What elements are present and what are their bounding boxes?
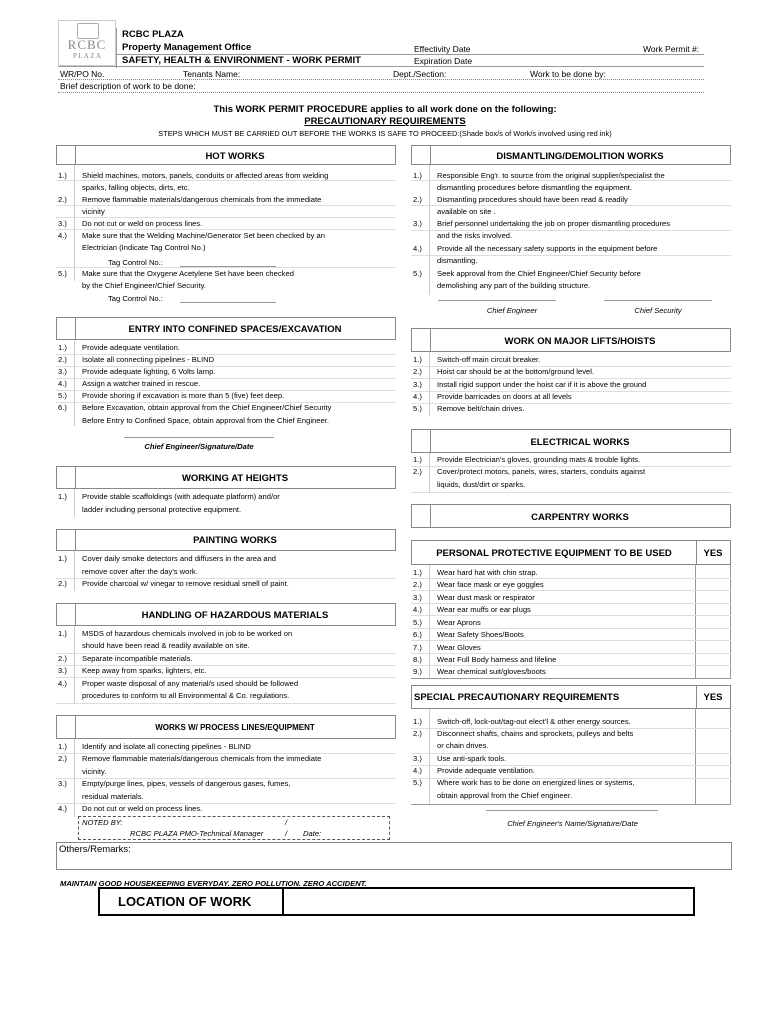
confined-signature-label: Chief Engineer/Signature/Date [144,442,254,451]
item-number: 5.) [413,778,422,787]
item-number: 1.) [413,171,422,180]
item-text: MSDS of hazardous chemicals involved in job to be worked on [82,629,293,638]
brief-description-label: Brief description of work to be done: [60,81,196,91]
item-text: Disconnect shafts, chains and sprockets, pulleys and belts [437,729,634,738]
work-permit-number-label: Work Permit #: [643,44,700,54]
wrpo-field-label: WR/PO No. [60,69,105,79]
item-number: 5.) [413,618,422,627]
item-number: 1.) [413,355,422,364]
item-text: Before Excavation, obtain approval from the Chief Engineer/Chief Security [82,403,332,412]
heights-header [56,466,396,489]
process-lines-title: WORKS W/ PROCESS LINES/EQUIPMENT [155,723,315,732]
item-number: 1.) [58,492,67,501]
confined-spaces-header [56,317,396,340]
item-text: Proper waste disposal of any material/s used should be followed [82,679,299,688]
item-number: 1.) [413,717,422,726]
electrical-checkbox[interactable] [412,430,431,452]
ppe-header [411,540,731,565]
carpentry-title: CARPENTRY WORKS [531,512,629,523]
item-number: 3.) [413,593,422,602]
item-number: 2.) [58,579,67,588]
item-text: should have been read & readily available on site. [82,641,250,650]
item-text: obtain approval from the Chief engineer. [437,791,573,800]
hazardous-header [56,603,396,626]
item-number: 1.) [58,629,67,638]
item-text: by the Chief Engineer/Chief Security. [82,281,206,290]
item-number: 1.) [58,554,67,563]
item-text: Isolate all connecting pipelines - BLIND [82,355,215,364]
intro-line: This WORK PERMIT PROCEDURE applies to all work done on the following: [213,104,557,115]
painting-title: PAINTING WORKS [193,535,277,546]
logo-text: RCBC [67,37,107,52]
process-lines-header [56,715,396,739]
item-text: Responsible Eng'r. to source from the original supplier/specialist the [437,171,665,180]
demolition-checkbox[interactable] [412,146,431,164]
logo-box [58,20,116,66]
item-text: Install rigid support under the hoist car if it is above the ground [437,380,647,389]
item-text: and the risks involved. [437,231,513,240]
item-text: Make sure that the Welding Machine/Generator Set been checked by an [82,231,326,240]
item-text: Hoist car should be at the bottom/ground level. [437,367,595,376]
electrical-header [411,429,731,453]
lifts-header [411,328,731,352]
remarks-label: Others/Remarks: [59,844,131,855]
electrical-title: ELECTRICAL WORKS [530,437,630,448]
item-text: Assign a watcher trained in rescue. [82,379,201,388]
item-text: Identify and isolate all conecting pipelines - BLIND [82,742,251,751]
chief-engineer-sig-label: Chief Engineer [486,306,538,315]
demolition-title: DISMANTLING/DEMOLITION WORKS [496,151,664,162]
item-text: Use anti-spark tools. [437,754,507,763]
item-number: 6.) [58,403,67,412]
item-text: liquids, dust/dirt or sparks. [437,480,526,489]
heights-title: WORKING AT HEIGHTS [181,473,289,484]
form-title: SAFETY, HEALTH & ENVIRONMENT - WORK PERMIT [122,55,361,66]
item-number: 4.) [413,605,422,614]
expiration-date-label: Expiration Date [414,56,473,66]
confined-spaces-title: ENTRY INTO CONFINED SPACES/EXCAVATION [128,324,342,335]
technical-manager-label: RCBC PLAZA PMO-Technical Manager [130,829,264,838]
item-text: demolishing any part of the building structure. [437,281,591,290]
item-number: 1.) [413,568,422,577]
item-text: Brief personnel undertaking the job on proper dismantling procedures [437,219,671,228]
item-text: Shield machines, motors, panels, conduits or affected areas from welding [82,171,329,180]
item-number: 2.) [58,754,67,763]
item-text: Do not cut or weld on process lines. [82,804,203,813]
item-number: 2.) [413,729,422,738]
item-text: Switch-off main circuit breaker. [437,355,541,364]
item-number: 5.) [58,269,67,278]
special-signature-label: Chief Engineer's Name/Signature/Date [507,819,638,828]
item-text: Seek approval from the Chief Engineer/Chief Security before [437,269,641,278]
tenants-name-label: Tenants Name: [183,69,241,79]
item-number: 4.) [58,804,67,813]
item-number: 4.) [413,392,422,401]
carpentry-checkbox[interactable] [412,505,431,527]
technical-manager-slash: / [285,829,288,838]
precautionary-heading: PRECAUTIONARY REQUIREMENTS [304,116,466,127]
dept-section-label: Dept./Section: [393,69,447,79]
item-text: Provide shoring if excavation is more than 5 (five) feet deep. [82,391,285,400]
noted-date-label: Date: [303,829,322,838]
special-header [411,685,731,709]
item-number: 4.) [413,766,422,775]
hot-works-checkbox[interactable] [57,146,76,164]
item-number: 2.) [58,195,67,204]
item-text: Wear dust mask or respirator [437,593,535,602]
steps-instruction: STEPS WHICH MUST BE CARRIED OUT BEFORE THE WORKS IS SAFE TO PROCEED:(Shade box/s of Work/s involved using red ink) [158,129,612,138]
company-name: RCBC PLAZA [122,29,184,40]
carpentry-header [411,504,731,528]
item-number: 2.) [413,195,422,204]
item-number: 5.) [413,404,422,413]
item-text: sparks, falling objects, dirts, etc. [82,183,190,192]
office-name: Property Management Office [122,42,252,53]
item-text: Remove belt/chain drives. [437,404,525,413]
item-number: 3.) [413,380,422,389]
item-text: Remove flammable materials/dangerous chemicals from the immediate [82,195,322,204]
demolition-header [411,145,731,165]
item-number: 2.) [413,467,422,476]
item-text: Where work has to be done on energized lines or systems, [437,778,635,787]
item-text: Wear Gloves [437,643,481,652]
item-text: Remove flammable materials/dangerous chemicals from the immediate [82,754,322,763]
item-number: 5.) [58,391,67,400]
item-number: 6.) [413,630,422,639]
item-text: Wear Full Body harness and lifeline [437,655,557,664]
item-number: 1.) [413,455,422,464]
logo-subtext: P L A Z A [73,52,101,60]
item-text: vicinity [82,207,105,216]
item-text: Do not cut or weld on process lines. [82,219,203,228]
item-text: dismantling. [437,256,478,265]
item-text: Electrician (Indicate Tag Control No.) [82,243,206,252]
chief-security-sig-label: Chief Security [634,306,682,315]
item-text: ladder including personal protective equipment. [82,505,242,514]
special-yes-label: YES [703,692,723,703]
item-text: Wear ear muffs or ear plugs [437,605,531,614]
item-text: Provide barricades on doors at all levels [437,392,572,401]
item-number: 2.) [413,580,422,589]
item-number: 8.) [413,655,422,664]
hazardous-title: HANDLING OF HAZARDOUS MATERIALS [141,610,329,621]
item-text: Wear Safety Shoes/Boots [437,630,524,639]
item-number: 3.) [58,666,67,675]
item-text: Separate incompatible materials. [82,654,193,663]
item-text: Wear face mask or eye goggles [437,580,544,589]
location-of-work-box [98,887,695,916]
item-number: 2.) [58,654,67,663]
item-text: dismantling procedures before dismantling the equipment. [437,183,633,192]
item-text: Wear hard hat with chin strap. [437,568,538,577]
effectivity-date-label: Effectivity Date [414,44,471,54]
hot-works-header [56,145,396,165]
item-text: procedures to conform to all Environmental & Co. regulations. [82,691,290,700]
item-number: 2.) [413,367,422,376]
item-text: Dismantling procedures should have been read & readily [437,195,628,204]
process-lines-checkbox[interactable] [57,716,76,738]
item-number: 1.) [58,343,67,352]
item-number: 3.) [58,779,67,788]
painting-header [56,529,396,551]
ppe-title: PERSONAL PROTECTIVE EQUIPMENT TO BE USED [436,548,672,559]
item-text: or chain drives. [437,741,489,750]
work-done-by-label: Work to be done by: [530,69,606,79]
item-text: Provide all the necessary safety supports in the equipment before [437,244,658,253]
hot-works-title: HOT WORKS [205,151,265,162]
noted-by-label: NOTED BY: [82,818,123,827]
item-text: Wear Aprons [437,618,481,627]
item-text: Switch-off, lock-out/tag-out elect'l & other energy sources. [437,717,631,726]
ppe-yes-label: YES [703,548,723,559]
item-text: Cover daily smoke detectors and diffusers in the area and [82,554,277,563]
location-of-work-field[interactable] [284,889,693,914]
item-text: Empty/purge lines, pipes, vessels of dangerous gases, fumes, [82,779,291,788]
remarks-box[interactable] [56,842,732,870]
item-text: Provide Electrician's gloves, grounding mats & trouble lights. [437,455,641,464]
item-text: Before Entry to Confined Space, obtain approval from the Chief Engineer. [82,416,329,425]
item-number: 4.) [58,679,67,688]
item-number: 7.) [413,643,422,652]
item-text: Keep away from sparks, lighters, etc. [82,666,207,675]
hazardous-checkbox[interactable] [57,604,76,625]
lifts-title: WORK ON MAJOR LIFTS/HOISTS [504,336,656,347]
item-text: available on site . [437,207,496,216]
item-number: 3.) [58,219,67,228]
lifts-checkbox[interactable] [412,329,431,351]
special-title: SPECIAL PRECAUTIONARY REQUIREMENTS [414,692,620,703]
item-text: Make sure that the Oxygene Acetylene Set have been checked [82,269,294,278]
item-text: Wear chemical suit/gloves/boots [437,667,546,676]
item-number: 2.) [58,355,67,364]
item-text: remove cover after the day's work. [82,567,198,576]
item-text: residual materials. [82,792,144,801]
item-text: Tag Control No.: [108,258,163,267]
item-text: Provide adequate lighting, 6 Volts lamp. [82,367,216,376]
item-number: 4.) [58,231,67,240]
noted-by-slash: / [285,818,288,827]
item-number: 3.) [413,219,422,228]
item-text: Provide adequate ventilation. [82,343,180,352]
item-text: Provide stable scaffoldings (with adequate platform) and/or [82,492,280,501]
item-number: 1.) [58,171,67,180]
heights-checkbox[interactable] [57,467,76,488]
location-of-work-label: LOCATION OF WORK [118,894,252,909]
painting-checkbox[interactable] [57,530,76,550]
item-text: vicinity. [82,767,107,776]
item-number: 4.) [58,379,67,388]
item-text: Provide charcoal w/ vinegar to remove residual smell of paint. [82,579,289,588]
special-yes-column[interactable] [695,709,696,805]
housekeeping-motto: MAINTAIN GOOD HOUSEKEEPING EVERYDAY. ZERO POLLUTION. ZERO ACCIDENT. [60,879,367,888]
ppe-yes-column[interactable] [695,565,696,679]
item-number: 9.) [413,667,422,676]
item-text: Provide adequate ventilation. [437,766,535,775]
item-number: 3.) [413,754,422,763]
item-number: 4.) [413,244,422,253]
item-number: 3.) [58,367,67,376]
item-text: Tag Control No.: [108,294,163,303]
item-text: Cover/protect motors, panels, wires, starters, conduits against [437,467,646,476]
item-number: 1.) [58,742,67,751]
confined-spaces-checkbox[interactable] [57,318,76,339]
item-number: 5.) [413,269,422,278]
